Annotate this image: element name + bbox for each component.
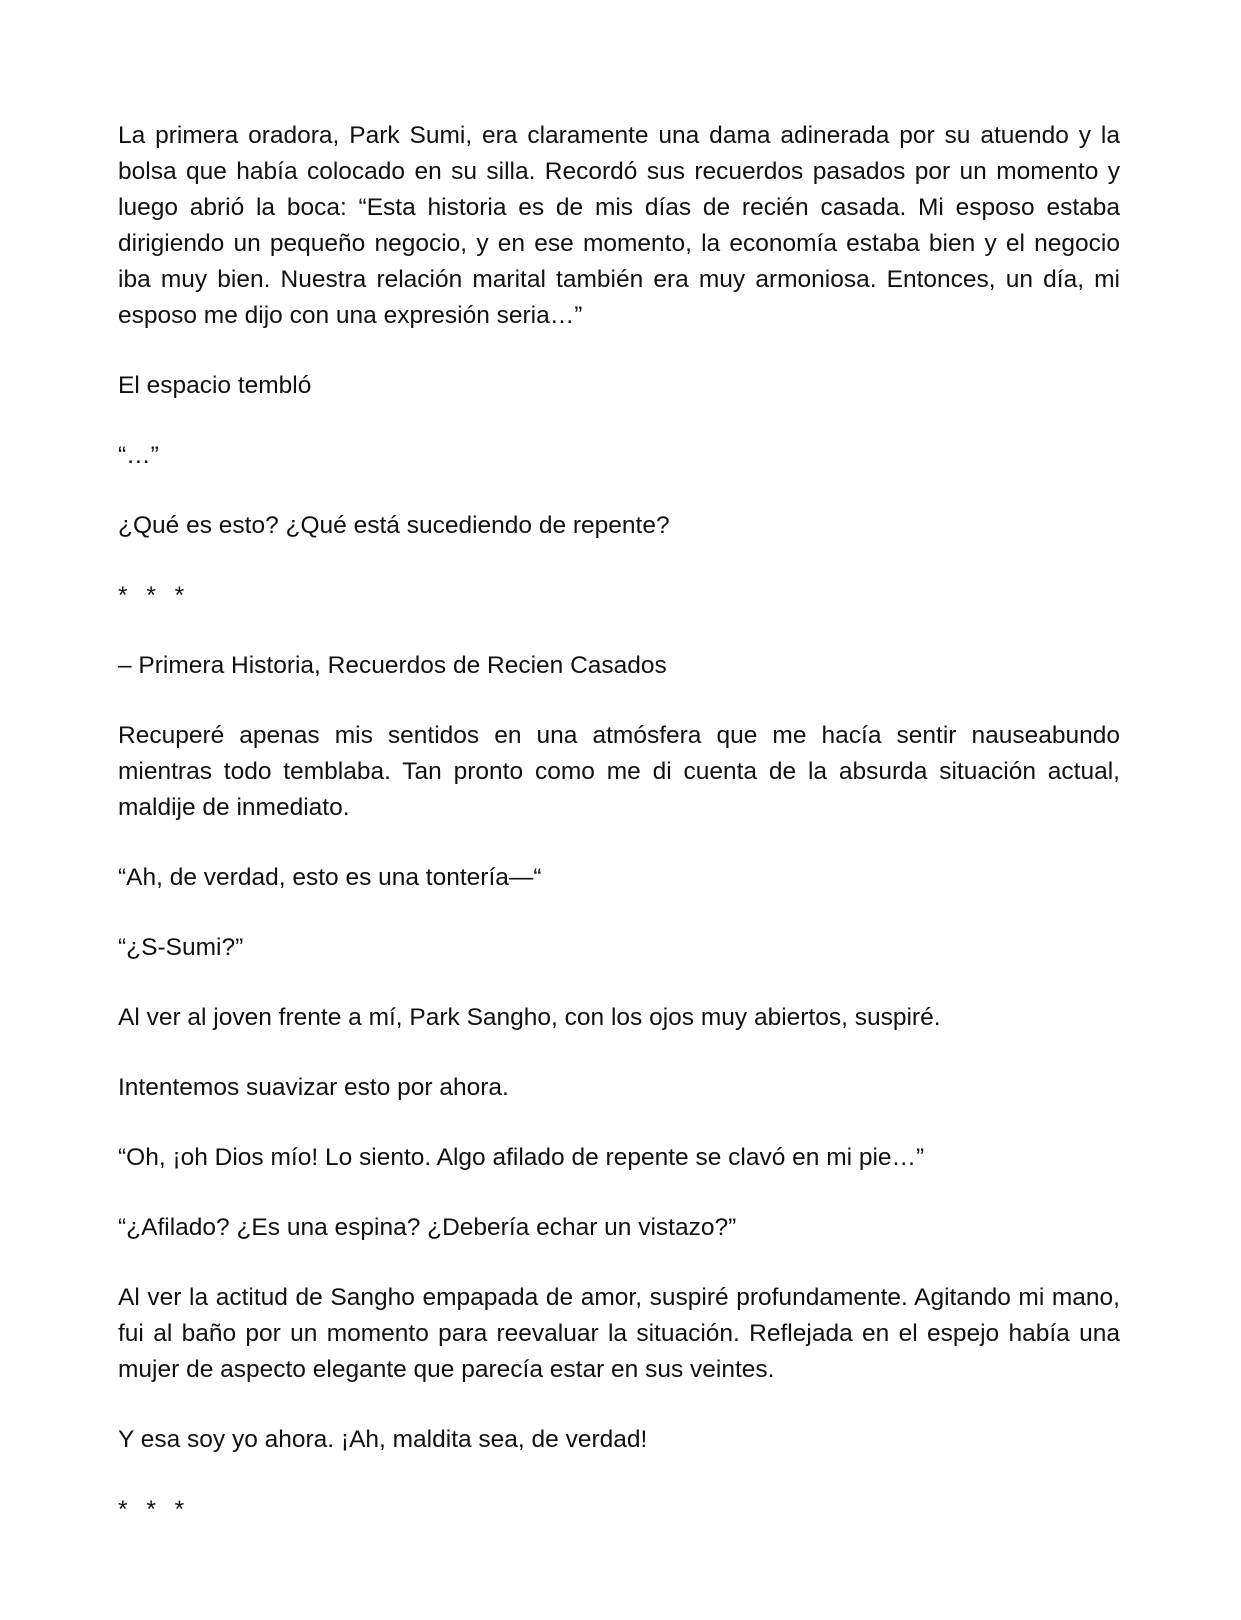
paragraph-space-trembled: El espacio tembló	[118, 372, 312, 399]
paragraph-dialogue-nonsense: “Ah, de verdad, esto es una tontería—“	[118, 864, 542, 891]
paragraph-thats-me-now: Y esa soy yo ahora. ¡Ah, maldita sea, de verdad!	[118, 1426, 648, 1453]
paragraph-park-sangho: Al ver al joven frente a mí, Park Sangho, con los ojos muy abiertos, suspiré.	[118, 1004, 941, 1031]
paragraph-ellipsis-quote: “…”	[118, 442, 159, 469]
section-separator: * * *	[118, 582, 191, 609]
paragraph-mirror-reflection: Al ver la actitud de Sangho empapada de amor, suspiré profundamente. Agitando mi mano, fui al baño por un momento para reevaluar la situación. Reflejada en el espejo había una mujer de aspecto elegante que parecía estar en sus veintes.	[118, 1284, 1120, 1383]
paragraph-dialogue-thorn: “¿Afilado? ¿Es una espina? ¿Debería echar un vistazo?”	[118, 1214, 737, 1241]
paragraph-recovered-senses: Recuperé apenas mis sentidos en una atmósfera que me hacía sentir nauseabundo mientras todo temblaba. Tan pronto como me di cuenta de la absurda situación actual, maldije de inmediato.	[118, 722, 1120, 821]
paragraph-dialogue-sumi: “¿S-Sumi?”	[118, 934, 244, 961]
document-text-body	[118, 118, 1120, 1562]
section-separator-end: * * *	[118, 1496, 191, 1523]
paragraph-what-is-this: ¿Qué es esto? ¿Qué está sucediendo de repente?	[118, 512, 670, 539]
paragraph-smooth-over: Intentemos suavizar esto por ahora.	[118, 1074, 509, 1101]
paragraph-dialogue-sharp: “Oh, ¡oh Dios mío! Lo siento. Algo afilado de repente se clavó en mi pie…”	[118, 1144, 925, 1171]
chapter-heading: – Primera Historia, Recuerdos de Recien Casados	[118, 652, 667, 679]
paragraph-opening-story: La primera oradora, Park Sumi, era claramente una dama adinerada por su atuendo y la bolsa que había colocado en su silla. Recordó sus recuerdos pasados por un momento y luego abrió la boca: “Esta historia es de mis días de recién casada. Mi esposo estaba dirigiendo un pequeño negocio, y en ese momento, la economía estaba bien y el negocio iba muy bien. Nuestra relación marital también era muy armoniosa. Entonces, un día, mi esposo me dijo con una expresión seria…”	[118, 122, 1120, 329]
